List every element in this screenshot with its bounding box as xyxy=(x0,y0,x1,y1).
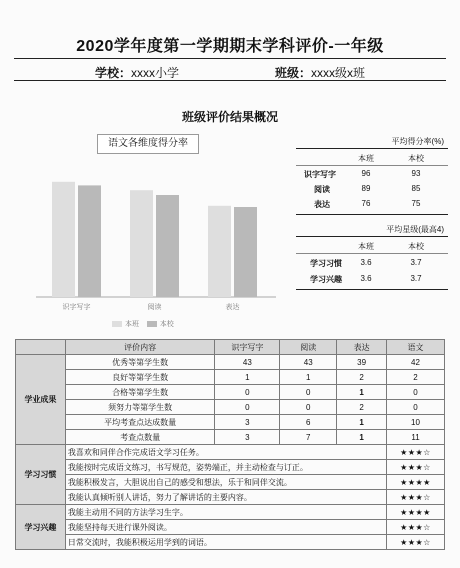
category-interest: 学习兴趣 xyxy=(16,505,66,550)
cell-value: 1 xyxy=(280,370,337,385)
score-row-a: 96 xyxy=(361,169,371,178)
grid-header-row xyxy=(16,340,445,355)
cell-value: 1 xyxy=(337,415,387,430)
category-habit: 学习习惯 xyxy=(16,445,66,505)
row-item: 良好等第学生数 xyxy=(65,370,215,385)
star-rating: ★★★★ xyxy=(387,475,445,490)
grid-header-cell: 表达 xyxy=(337,340,387,355)
star-col-b: 本校 xyxy=(408,242,424,251)
score-row-label: 识字写字 xyxy=(304,170,336,179)
table-row xyxy=(16,415,445,430)
score-rate-rule-top xyxy=(296,148,448,149)
cell-value: 0 xyxy=(387,385,445,400)
table-row xyxy=(16,460,445,475)
school-value: xxxx小学 xyxy=(131,66,180,80)
cell-value: 42 xyxy=(387,355,445,370)
star-level-table xyxy=(296,224,448,292)
statement-text: 我能积极发言，大胆说出自己的感受和想法，乐于和同伴交流。 xyxy=(65,475,386,490)
table-row xyxy=(16,490,445,505)
table-row xyxy=(16,400,445,415)
cell-value: 0 xyxy=(215,400,280,415)
statement-text: 我能主动用不同的方法学习生字。 xyxy=(65,505,386,520)
cell-value: 0 xyxy=(387,400,445,415)
cell-value: 6 xyxy=(280,415,337,430)
x-tick-label: 表达 xyxy=(225,304,240,311)
star-rule-bottom xyxy=(296,289,448,290)
bar-class-0 xyxy=(52,182,75,297)
star-row-a: 3.6 xyxy=(360,274,372,283)
bar-school-2 xyxy=(234,207,257,297)
score-row-label: 表达 xyxy=(314,200,330,209)
grid-header-cell: 阅读 xyxy=(280,340,337,355)
legend-label-b: 本校 xyxy=(159,321,174,328)
statement-text: 我能按时完成语文练习，书写规范，姿势端正，并主动检查与订正。 xyxy=(65,460,386,475)
bar-school-1 xyxy=(156,195,179,297)
row-item: 平均考查点达成数量 xyxy=(65,415,215,430)
score-row-b: 75 xyxy=(411,199,421,208)
table-row xyxy=(16,370,445,385)
grid-header-cell: 识字写字 xyxy=(215,340,280,355)
star-rating: ★★★★ xyxy=(387,505,445,520)
title-divider xyxy=(14,58,446,59)
star-rule-top xyxy=(296,236,448,237)
bar-class-2 xyxy=(208,206,231,297)
row-item: 优秀等第学生数 xyxy=(65,355,215,370)
cell-value: 2 xyxy=(387,370,445,385)
cell-value: 10 xyxy=(387,415,445,430)
cell-value: 7 xyxy=(280,430,337,445)
class-label: 班级： xyxy=(275,66,312,80)
score-col-b: 本校 xyxy=(408,154,424,163)
category-academic: 学业成果 xyxy=(16,355,66,445)
star-rating: ★★★☆ xyxy=(387,520,445,535)
score-row-a: 89 xyxy=(361,184,371,193)
x-tick-label: 识字写字 xyxy=(62,304,91,311)
row-item: 考查点数量 xyxy=(65,430,215,445)
cell-value: 0 xyxy=(280,400,337,415)
table-row xyxy=(16,535,445,550)
statement-text: 日常交流时，我能积极运用学到的词语。 xyxy=(65,535,386,550)
class-value: xxxx级x班 xyxy=(311,66,366,80)
bar-school-0 xyxy=(78,185,101,297)
table-row xyxy=(16,520,445,535)
star-rating: ★★★☆ xyxy=(387,445,445,460)
star-row-label: 学习习惯 xyxy=(310,259,342,268)
cell-value: 39 xyxy=(337,355,387,370)
cell-value: 0 xyxy=(280,385,337,400)
score-row-b: 93 xyxy=(411,169,421,178)
star-row-label: 学习兴趣 xyxy=(310,275,342,284)
cell-value: 43 xyxy=(280,355,337,370)
statement-text: 我喜欢和同伴合作完成语文学习任务。 xyxy=(65,445,386,460)
legend-swatch-b xyxy=(147,321,157,327)
cell-value: 1 xyxy=(337,430,387,445)
cell-value: 3 xyxy=(215,430,280,445)
score-col-a: 本班 xyxy=(358,154,374,163)
cell-value: 2 xyxy=(337,400,387,415)
star-rating: ★★★☆ xyxy=(387,460,445,475)
star-rule-mid xyxy=(296,253,448,254)
score-rate-table xyxy=(296,136,448,216)
legend-label-a: 本班 xyxy=(125,321,139,328)
cell-value: 43 xyxy=(215,355,280,370)
cell-value: 3 xyxy=(215,415,280,430)
school-label: 学校： xyxy=(95,66,132,80)
star-rating: ★★★☆ xyxy=(387,535,445,550)
chart-legend xyxy=(112,319,174,329)
score-row-b: 85 xyxy=(411,184,421,193)
x-tick-label: 阅读 xyxy=(147,304,162,311)
grid-header-cell: 评价内容 xyxy=(65,340,215,355)
score-bar-chart xyxy=(30,155,288,335)
cell-value: 0 xyxy=(215,385,280,400)
grid-header-blank xyxy=(16,340,66,355)
row-item: 合格等第学生数 xyxy=(65,385,215,400)
cell-value: 1 xyxy=(215,370,280,385)
statement-text: 我能认真倾听别人讲话，努力了解讲话的主要内容。 xyxy=(65,490,386,505)
statement-text: 我能坚持每天进行课外阅读。 xyxy=(65,520,386,535)
row-item: 须努力等第学生数 xyxy=(65,400,215,415)
star-row-b: 3.7 xyxy=(410,258,422,267)
star-row-b: 3.7 xyxy=(410,274,422,283)
table-row xyxy=(16,475,445,490)
table-row xyxy=(16,505,445,520)
bar-class-1 xyxy=(130,190,153,297)
cell-value: 2 xyxy=(337,370,387,385)
star-rating: ★★★☆ xyxy=(387,490,445,505)
table-row xyxy=(16,430,445,445)
section-title: 班级评价结果概况 xyxy=(181,110,278,124)
table-row xyxy=(16,355,445,370)
class-info xyxy=(275,64,365,81)
score-rate-rule-mid xyxy=(296,165,448,166)
star-row-a: 3.6 xyxy=(360,258,372,267)
score-row-a: 76 xyxy=(361,199,371,208)
school-info xyxy=(95,64,179,81)
score-rate-rule-bottom xyxy=(296,214,448,215)
star-col-a: 本班 xyxy=(358,242,374,251)
score-rate-caption: 平均得分率(%) xyxy=(391,137,444,146)
table-row xyxy=(16,445,445,460)
table-row xyxy=(16,385,445,400)
legend-swatch-a xyxy=(112,321,122,327)
evaluation-grid xyxy=(15,339,445,550)
chart-title: 语文各维度得分率 xyxy=(97,134,199,154)
page-title: 2020学年度第一学期期末学科评价-一年级 xyxy=(76,38,384,55)
star-level-caption: 平均星级(最高4) xyxy=(386,225,444,234)
subtitle-divider xyxy=(14,80,446,81)
cell-value: 1 xyxy=(337,385,387,400)
grid-header-cell: 语文 xyxy=(387,340,445,355)
cell-value: 11 xyxy=(387,430,445,445)
score-row-label: 阅读 xyxy=(314,185,330,194)
